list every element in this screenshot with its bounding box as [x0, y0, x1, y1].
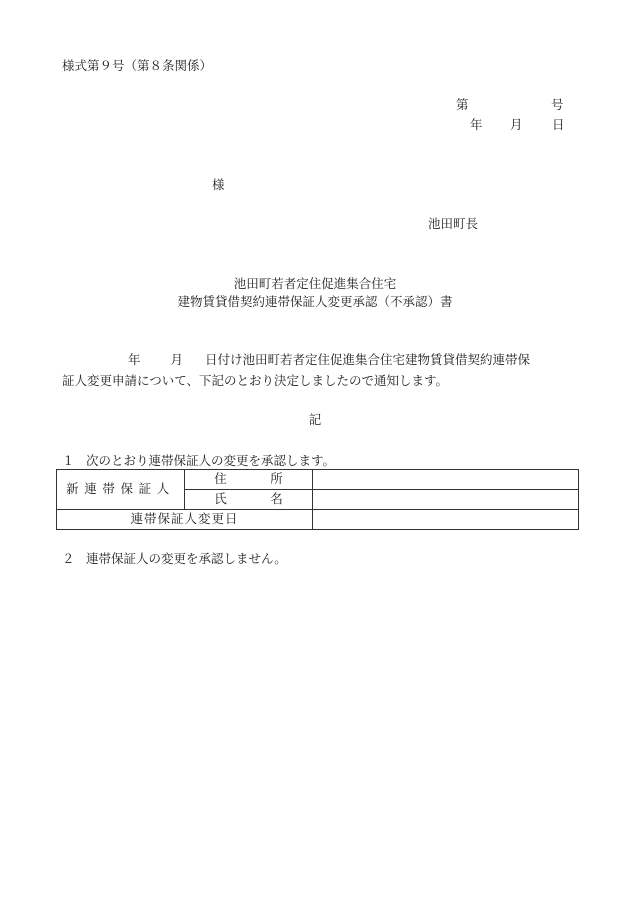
- name-label: 氏 名: [185, 490, 313, 510]
- document-title-line2: 建物賃貸借契約連帯保証人変更承認（不承認）書: [177, 294, 453, 309]
- issue-date-year: 年: [470, 117, 483, 132]
- body-date-year: 年: [128, 352, 141, 367]
- item-2: [62, 553, 287, 566]
- body-text-line1: 日付け池田町若者定住促進集合住宅建物賃貸借契約連帯保: [205, 352, 531, 367]
- change-date-value[interactable]: [313, 510, 579, 530]
- document-title-line1: 池田町若者定住促進集合住宅: [233, 276, 397, 291]
- issue-date-day: 日: [552, 117, 565, 132]
- table-row: [57, 510, 579, 530]
- table-row: [57, 470, 579, 490]
- addressee-suffix: 様: [212, 177, 225, 192]
- body-paragraph-line2: 証人変更申請について、下記のとおり決定しましたので通知します。: [62, 373, 449, 388]
- item-1: [62, 455, 335, 468]
- body-date-month: 月: [170, 352, 184, 367]
- address-label: 住 所: [185, 470, 313, 490]
- new-guarantor-header: 新連帯保証人: [57, 470, 185, 510]
- sender: 池田町長: [428, 216, 479, 231]
- item-1-text: 次のとおり連帯保証人の変更を承認します。: [86, 453, 336, 468]
- address-value[interactable]: [313, 470, 579, 490]
- document-number-prefix: 第: [456, 97, 469, 112]
- new-guarantor-table: [56, 469, 579, 530]
- change-date-label: 連帯保証人変更日: [57, 510, 313, 530]
- item-1-number: １: [62, 453, 75, 468]
- issue-date-month: 月: [510, 117, 523, 132]
- ki-heading: 記: [308, 412, 322, 427]
- item-2-number: ２: [62, 551, 75, 566]
- name-value[interactable]: [313, 490, 579, 510]
- document-number-suffix: 号: [551, 97, 564, 112]
- body-paragraph-line1: [62, 354, 530, 367]
- item-2-text: 連帯保証人の変更を承認しません。: [86, 551, 287, 566]
- form-label: 様式第９号（第８条関係）: [62, 58, 213, 73]
